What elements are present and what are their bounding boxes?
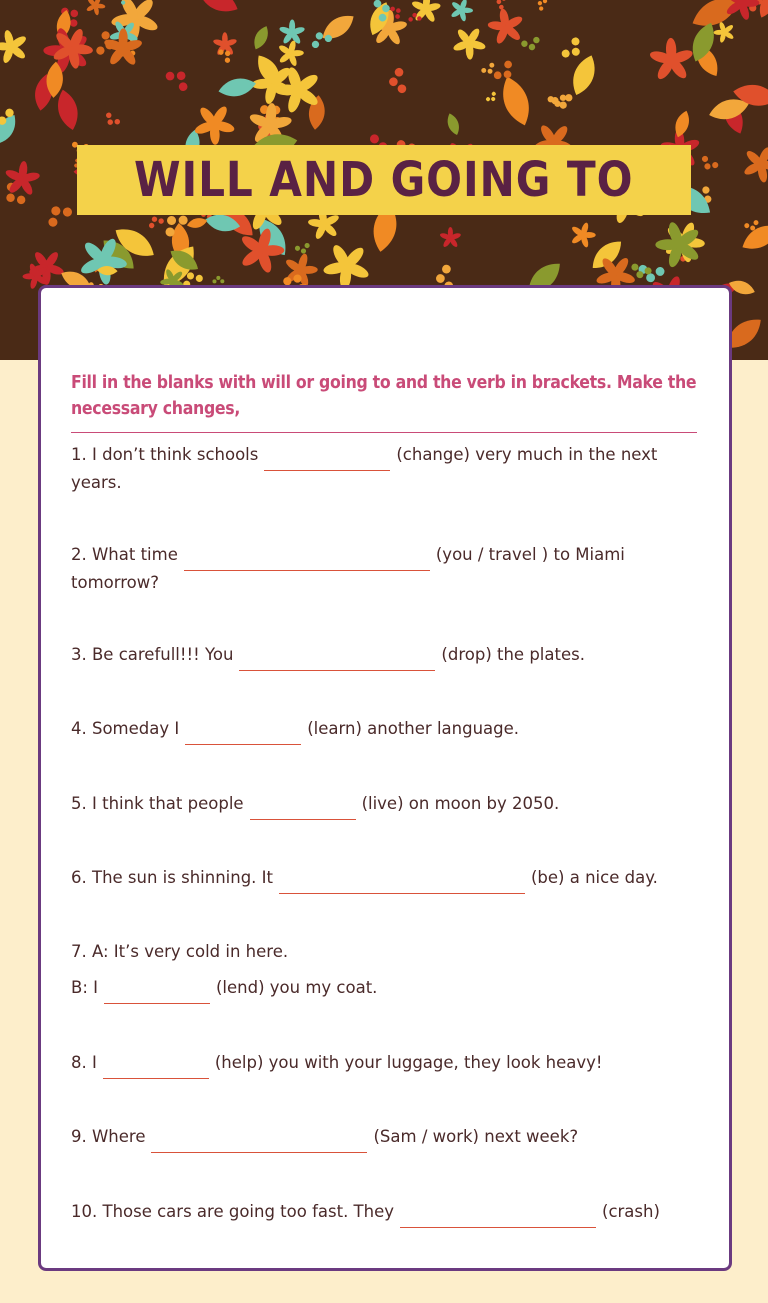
- leaf-icon: [208, 28, 242, 62]
- instructions-text: Fill in the blanks with will or going to and the verb in brackets. Make the necessary changes,: [71, 373, 697, 419]
- leaf-icon: [277, 39, 304, 68]
- leaf-icon: [84, 0, 107, 17]
- leaf-icon: [318, 9, 359, 45]
- worksheet-card: [38, 285, 732, 1271]
- leaf-icon: [486, 6, 526, 47]
- question-text: 10. Those cars are going too fast. They: [71, 1202, 395, 1221]
- answer-input-6[interactable]: [279, 873, 525, 894]
- question-text: (drop) the plates.: [441, 645, 585, 664]
- question-text: (crash): [602, 1202, 660, 1221]
- question-4: [71, 715, 681, 743]
- question-text: 2. What time: [71, 545, 178, 564]
- leaf-icon: [54, 88, 82, 133]
- leaf-icon: [450, 0, 474, 22]
- leaf-icon: [698, 155, 719, 174]
- leaf-icon: [186, 216, 208, 230]
- question-text: 8. I: [71, 1053, 97, 1072]
- answer-input-1[interactable]: [264, 450, 390, 471]
- instructions-divider: [71, 432, 697, 433]
- leaf-icon: [21, 242, 71, 292]
- leaf-icon: [212, 276, 224, 284]
- leaf-icon: [387, 67, 407, 95]
- question-3: [71, 641, 681, 669]
- leaf-icon: [739, 144, 768, 186]
- answer-input-9[interactable]: [151, 1132, 367, 1153]
- leaf-icon: [566, 219, 599, 251]
- leaf-icon: [560, 36, 586, 64]
- question-text: 5. I think that people: [71, 794, 244, 813]
- question-text: (live) on moon by 2050.: [361, 794, 560, 813]
- leaf-icon: [146, 213, 165, 229]
- question-text: 3. Be carefull!!! You: [71, 645, 234, 664]
- leaf-icon: [0, 28, 28, 65]
- question-9: [71, 1123, 681, 1151]
- question-text: (lend) you my coat.: [216, 978, 378, 997]
- leaf-icon: [102, 111, 121, 129]
- question-text: (you / travel ) to Miami tomorrow?: [71, 545, 625, 592]
- question-text: 4. Someday I: [71, 719, 180, 738]
- question-1: [71, 441, 681, 497]
- leaf-icon: [294, 242, 311, 255]
- answer-input-3[interactable]: [239, 650, 435, 671]
- answer-input-2[interactable]: [184, 550, 430, 571]
- question-text: B: I: [71, 978, 98, 997]
- leaf-icon: [42, 199, 73, 228]
- leaf-icon: [439, 227, 461, 248]
- leaf-icon: [445, 112, 462, 137]
- leaf-icon: [520, 36, 542, 53]
- leaf-icon: [485, 91, 499, 105]
- answer-input-7[interactable]: [104, 983, 210, 1004]
- question-10: [71, 1198, 681, 1226]
- question-text: (be) a nice day.: [531, 868, 658, 887]
- question-8: [71, 1049, 681, 1077]
- leaf-icon: [2, 159, 42, 197]
- question-5: [71, 790, 681, 818]
- question-text: (Sam / work) next week?: [373, 1127, 579, 1146]
- leaf-icon: [496, 73, 535, 129]
- leaf-icon: [648, 37, 695, 82]
- leaf-icon: [567, 52, 600, 99]
- leaf-icon: [495, 0, 507, 10]
- leaf-icon: [738, 219, 768, 256]
- question-7: [71, 938, 681, 1002]
- answer-input-10[interactable]: [400, 1207, 596, 1228]
- question-text: 7. A: It’s very cold in here.: [71, 942, 289, 961]
- leaf-icon: [217, 75, 258, 100]
- leaf-icon: [164, 64, 194, 92]
- title-bar: [77, 145, 691, 215]
- leaf-icon: [446, 20, 492, 66]
- leaf-icon: [250, 24, 271, 52]
- question-text: (help) you with your luggage, they look heavy!: [214, 1053, 603, 1072]
- answer-input-4[interactable]: [185, 724, 301, 745]
- question-text: (change) very much in the next years.: [71, 445, 658, 492]
- answer-input-8[interactable]: [103, 1058, 209, 1079]
- question-text: 9. Where: [71, 1127, 146, 1146]
- leaf-icon: [194, 0, 241, 18]
- page-title: WILL AND GOING TO: [134, 152, 634, 208]
- question-6: [71, 864, 681, 892]
- answer-input-5[interactable]: [250, 799, 356, 820]
- question-text: 6. The sun is shinning. It: [71, 868, 273, 887]
- question-text: 1. I don’t think schools: [71, 445, 259, 464]
- question-text: (learn) another language.: [307, 719, 520, 738]
- leaf-icon: [535, 0, 548, 11]
- question-2: [71, 541, 681, 597]
